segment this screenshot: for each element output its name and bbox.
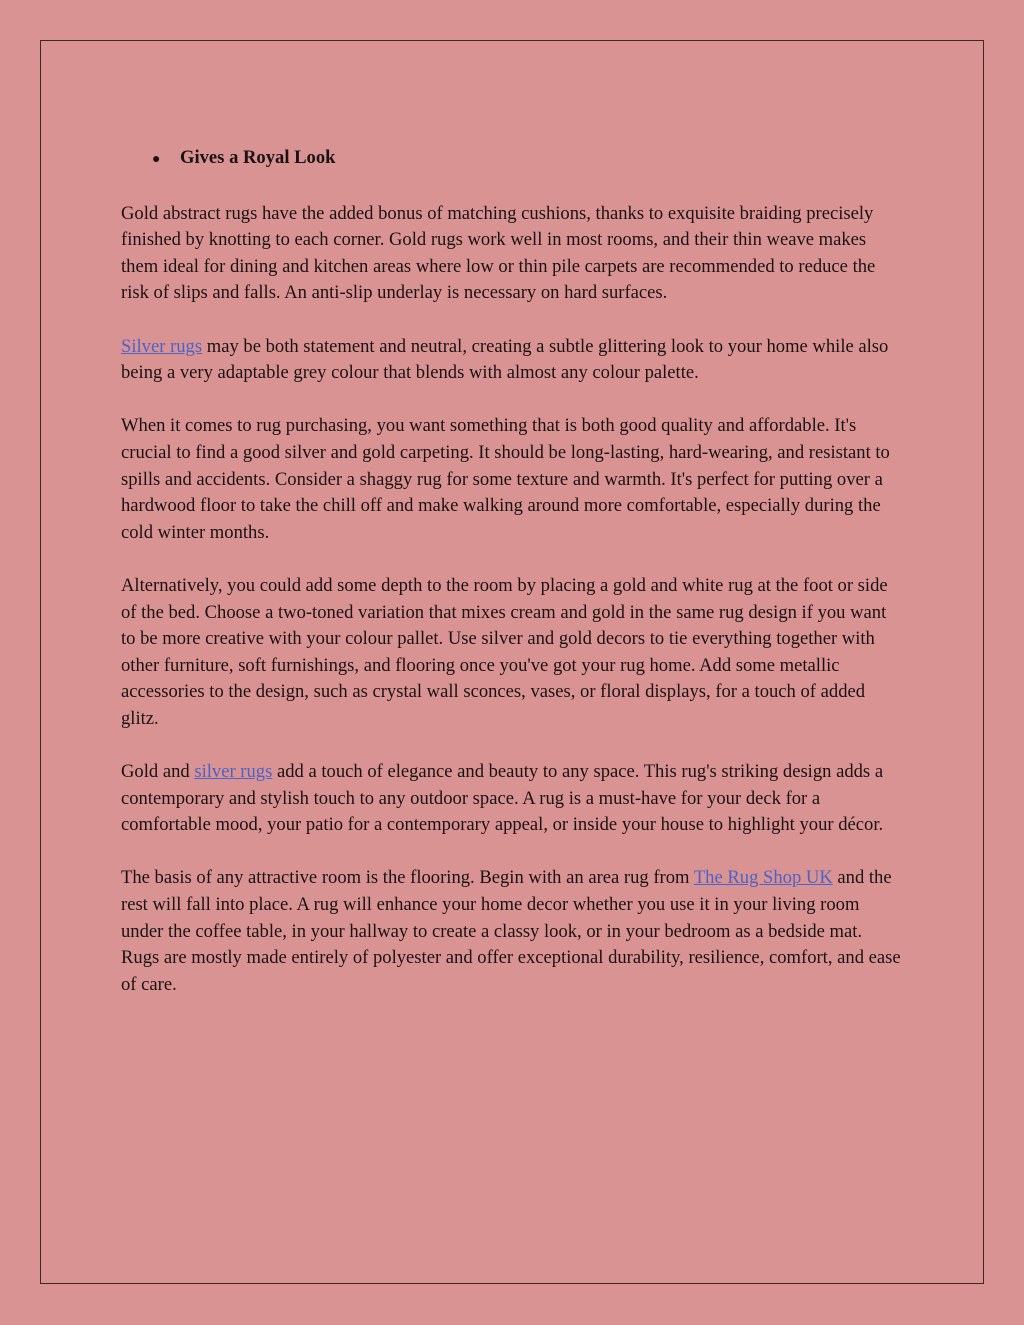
paragraph-silver-rugs bbox=[121, 334, 903, 387]
rug-shop-uk-link[interactable]: The Rug Shop UK bbox=[693, 867, 833, 889]
silver-rugs-link-2[interactable]: silver rugs bbox=[194, 761, 273, 783]
paragraph-gold-and-silver bbox=[121, 759, 903, 839]
paragraph-text: add a touch of elegance and beauty to any space. This rug's striking design adds a contemporary and stylish touch to any outdoor space. A rug is a must-have for your deck for a comfortable mood, your patio for a contemporary appeal, or inside your house to highlight your décor. bbox=[121, 761, 884, 836]
paragraph-text: may be both statement and neutral, creating a subtle glittering look to your home while also being a very adaptable grey colour that blends with almost any colour palette. bbox=[121, 335, 889, 384]
bullet-heading-row bbox=[152, 145, 903, 174]
section-heading: Gives a Royal Look bbox=[180, 147, 336, 168]
silver-rugs-link[interactable]: Silver rugs bbox=[121, 335, 203, 357]
paragraph-text: and the rest will fall into place. A rug will enhance your home decor whether you use it in your living room under the coffee table, in your hallway to create a classy look, or in your bedroom as a bedside mat. Rugs are mostly made entirely of polyester and offer exceptional durability, resilience, comfort, and ease of care. bbox=[121, 867, 901, 995]
paragraph-text: The basis of any attractive room is the flooring. Begin with an area rug from bbox=[121, 867, 694, 889]
document-body bbox=[121, 145, 903, 1025]
paragraph-gold-abstract-rugs: Gold abstract rugs have the added bonus of matching cushions, thanks to exquisite braiding precisely finished by knotting to each corner. Gold rugs work well in most rooms, and their thin weave makes them ideal for dining and kitchen areas where low or thin pile carpets are recommended to reduce the risk of slips and falls. An anti-slip underlay is necessary on hard surfaces. bbox=[121, 202, 876, 304]
paragraph-bedroom-rugs: Alternatively, you could add some depth to the room by placing a gold and white rug at the foot or side of the bed. Choose a two-toned variation that mixes cream and gold in the same rug design if you want to be more creative with your colour pallet. Use silver and gold decors to tie everything together with other furniture, soft furnishings, and flooring once you've got your rug home. Add some metallic accessories to the design, such as crystal wall sconces, vases, or floral displays, for a touch of added glitz. bbox=[121, 574, 888, 729]
bullet-icon: ● bbox=[152, 152, 161, 167]
paragraph-flooring bbox=[121, 865, 903, 998]
paragraph-text: Gold and bbox=[121, 761, 195, 783]
paragraph-rug-purchasing: When it comes to rug purchasing, you want something that is both good quality and affordable. It's crucial to find a good silver and gold carpeting. It should be long-lasting, hard-wearing, and resistant to spills and accidents. Consider a shaggy rug for some texture and warmth. It's perfect for putting over a hardwood floor to take the chill off and make walking around more comfortable, especially during the cold winter months. bbox=[121, 415, 890, 543]
